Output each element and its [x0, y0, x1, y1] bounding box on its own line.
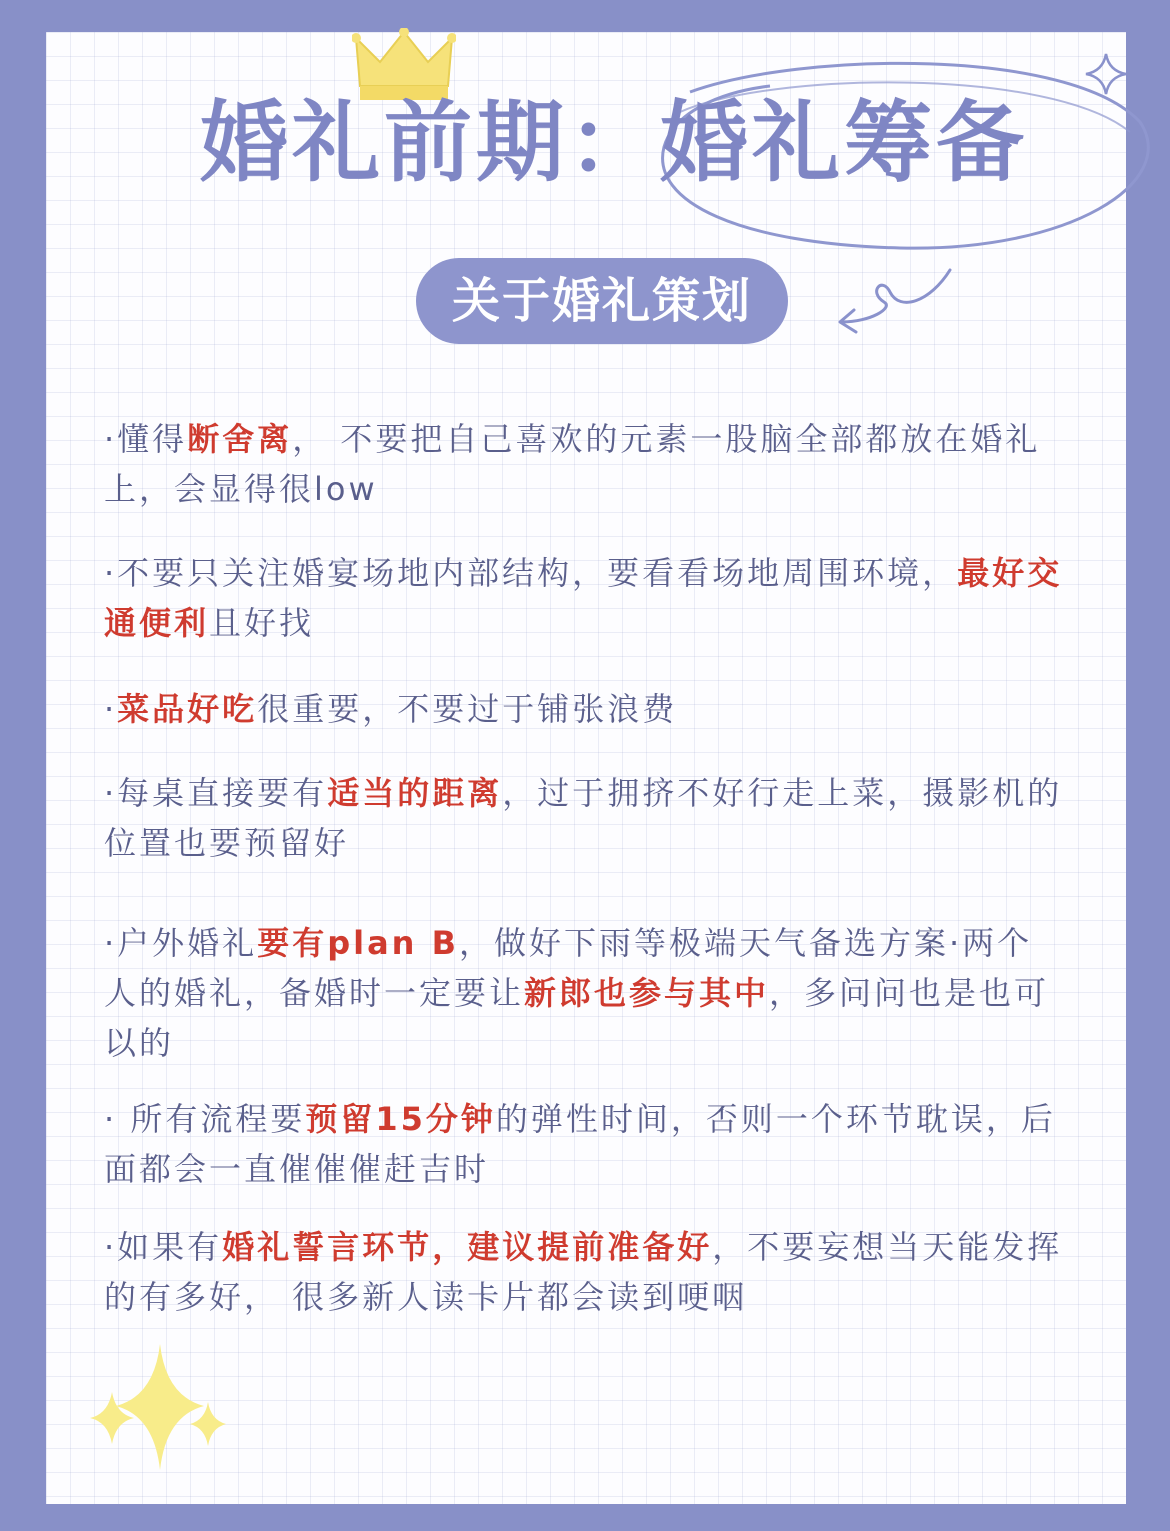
sparkles-icon [86, 1340, 236, 1480]
list-item: ·不要只关注婚宴场地内部结构，要看看场地周围环境，最好交通便利且好找 [104, 554, 1063, 642]
list-item: ·每桌直接要有适当的距离，过于拥挤不好行走上菜，摄影机的位置也要预留好 [104, 774, 1063, 862]
subtitle-badge: 关于婚礼策划 [416, 258, 788, 344]
list-item: ·懂得断舍离， 不要把自己喜欢的元素一股脑全部都放在婚礼上，会显得很low [104, 420, 1041, 508]
list-item: ·户外婚礼要有plan B，做好下雨等极端天气备选方案·两个人的婚礼，备婚时一定要让新郎也参与其中，多问问也是也可以的 [104, 924, 1050, 1062]
curly-arrow-icon [830, 262, 960, 342]
list-item: ·如果有婚礼誓言环节，建议提前准备好，不要妄想当天能发挥的有多好， 很多新人读卡片都会读到哽咽 [104, 1228, 1063, 1316]
list-item: ·菜品好吃很重要，不要过于铺张浪费 [104, 690, 678, 728]
page-title: 婚礼前期：婚礼筹备 [200, 91, 1029, 194]
sparkle-icon [1084, 52, 1128, 96]
list-item: · 所有流程要预留15分钟的弹性时间，否则一个环节耽误，后面都会一直催催催赶吉时 [104, 1100, 1056, 1188]
